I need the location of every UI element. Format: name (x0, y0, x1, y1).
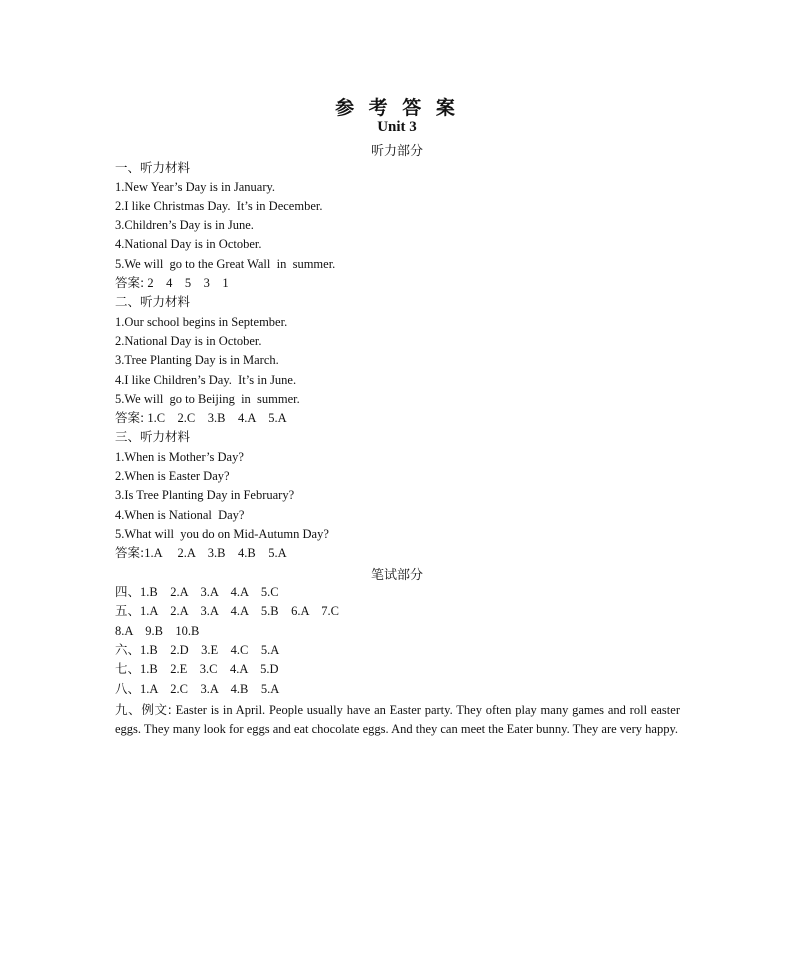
writing-heading: 笔试部分 (370, 568, 423, 583)
section3-answer (115, 545, 287, 561)
section5-label: 五、 (115, 603, 141, 618)
listening-heading: 听力部分 (370, 144, 423, 159)
section9-sample-essay (115, 700, 680, 740)
answer-value: 1.A 2.A 3.B 4.B 5.A (144, 546, 287, 560)
answer-label: 答案: (115, 545, 145, 560)
answer-value: 1.C 2.C 3.B 4.A 5.A (144, 411, 287, 425)
section2-item-5: 5.We will go to Beijing in summer. (115, 392, 300, 406)
section9-label: 九、例文: (115, 702, 172, 717)
section3-item-4: 4.When is National Day? (115, 508, 245, 522)
answer-label: 答案: (115, 275, 145, 290)
section8-label: 八、 (115, 681, 141, 696)
page-title: 参 考 答 案 (335, 97, 459, 119)
section1-item-3: 3.Children’s Day is in June. (115, 218, 254, 232)
section2-item-4: 4.I like Children’s Day. It’s in June. (115, 373, 297, 387)
section4-value: 1.B 2.A 3.A 4.A 5.C (140, 585, 279, 599)
section3-item-5: 5.What will you do on Mid-Autumn Day? (115, 527, 329, 541)
section2-item-1: 1.Our school begins in September. (115, 315, 288, 329)
section3-item-3: 3.Is Tree Planting Day in February? (115, 488, 295, 502)
section8-answers (115, 681, 279, 697)
section5-answers-cont: 8.A 9.B 10.B (115, 624, 200, 638)
section1-heading: 一、听力材料 (115, 160, 191, 175)
section2-item-2: 2.National Day is in October. (115, 334, 262, 348)
section3-heading: 三、听力材料 (115, 429, 191, 444)
section2-answer (115, 410, 287, 426)
answer-label: 答案: (115, 410, 145, 425)
section7-label: 七、 (115, 661, 141, 676)
section6-answers (115, 642, 279, 658)
section1-item-5: 5.We will go to the Great Wall in summer. (115, 257, 336, 271)
section7-answers (115, 661, 279, 677)
answer-value: 2 4 5 3 1 (144, 276, 229, 290)
section6-label: 六、 (115, 642, 141, 657)
section1-item-2: 2.I like Christmas Day. It’s in December. (115, 199, 323, 213)
unit-title: Unit 3 (377, 119, 417, 135)
section5-value: 1.A 2.A 3.A 4.A 5.B 6.A 7.C (140, 604, 340, 618)
section1-answer (115, 275, 229, 291)
section1-item-4: 4.National Day is in October. (115, 237, 262, 251)
section4-label: 四、 (115, 584, 141, 599)
section2-item-3: 3.Tree Planting Day is in March. (115, 353, 279, 367)
section8-value: 1.A 2.C 3.A 4.B 5.A (140, 682, 280, 696)
section7-value: 1.B 2.E 3.C 4.A 5.D (140, 662, 279, 676)
section9-text: Easter is in April. People usually have an Easter party. They often play many games and roll easter eggs. They many look for eggs and eat chocolate eggs. And they can meet the Eater bunny. They are very happy. (115, 703, 680, 737)
section2-heading: 二、听力材料 (115, 294, 191, 309)
section3-item-1: 1.When is Mother’s Day? (115, 450, 244, 464)
section4-answers (115, 584, 279, 600)
section1-item-1: 1.New Year’s Day is in January. (115, 180, 276, 194)
section6-value: 1.B 2.D 3.E 4.C 5.A (140, 643, 280, 657)
section5-answers (115, 603, 339, 619)
section3-item-2: 2.When is Easter Day? (115, 469, 230, 483)
